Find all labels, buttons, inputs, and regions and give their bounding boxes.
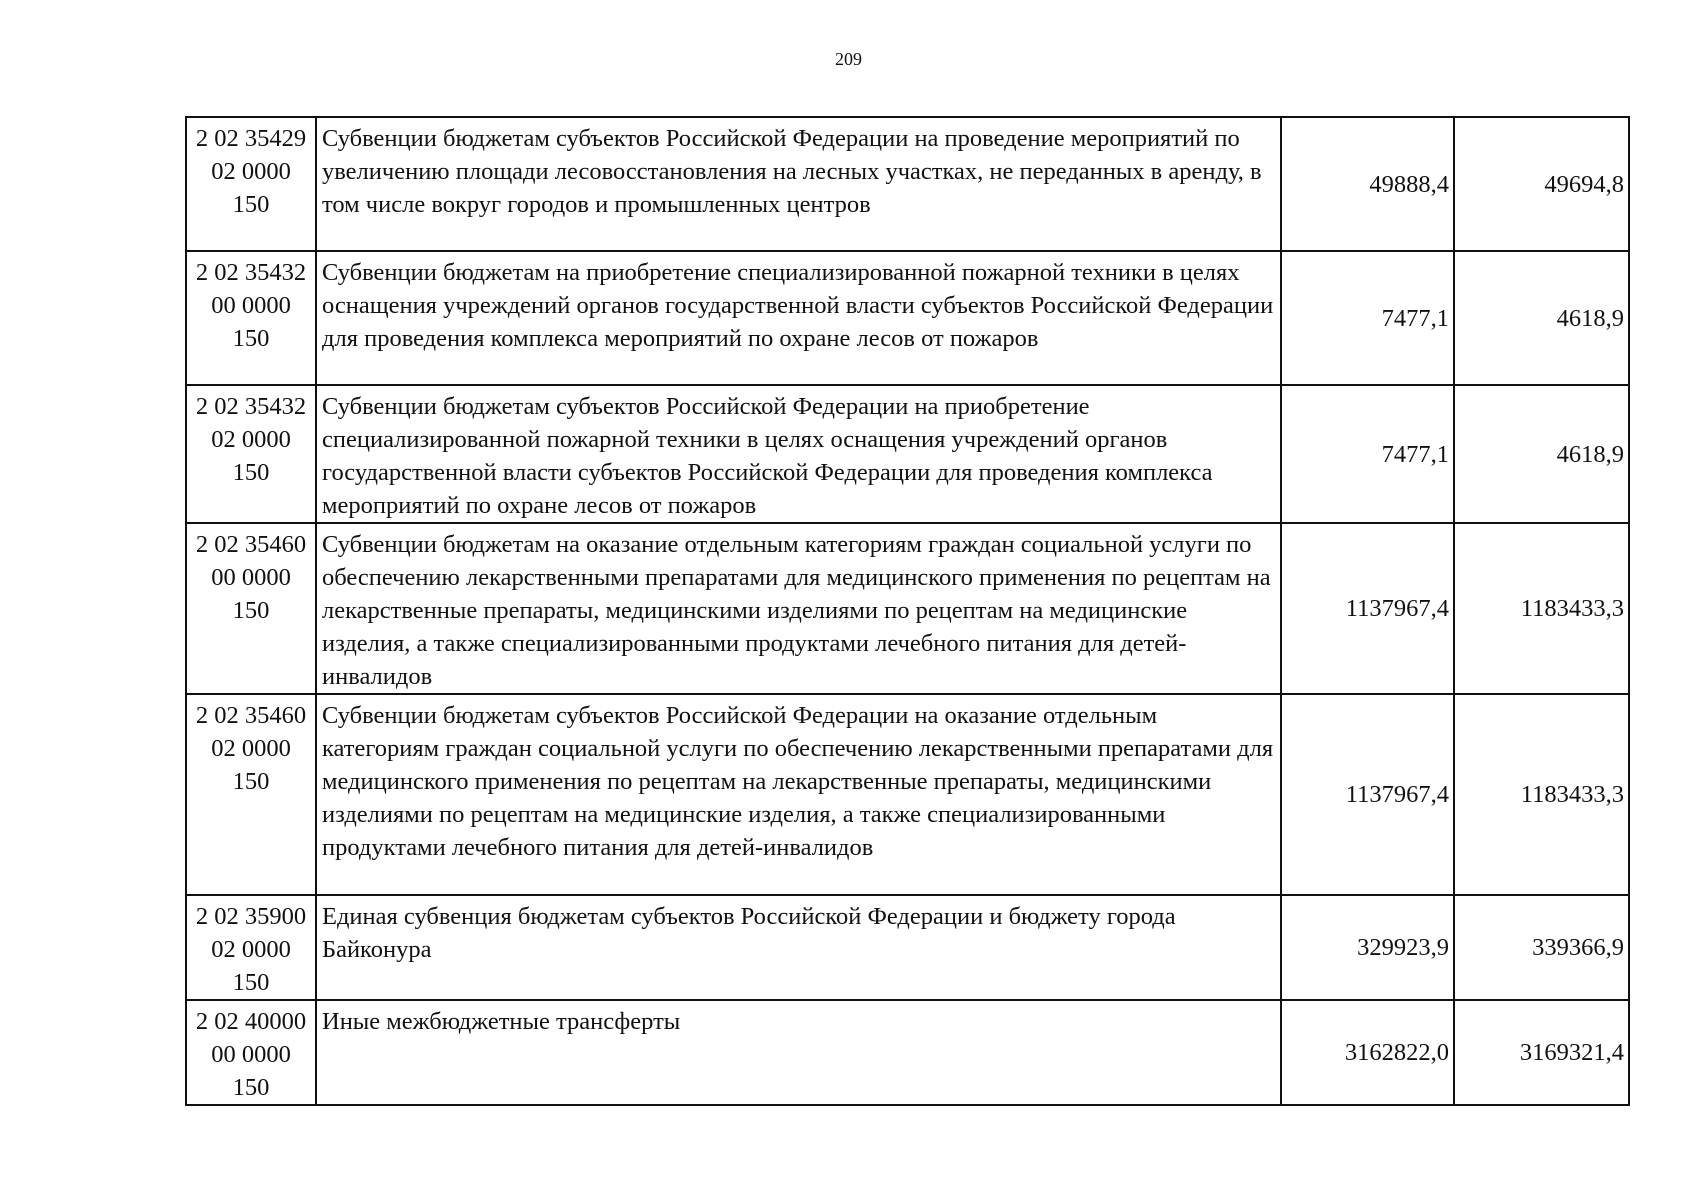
amount-year-1: 7477,1 <box>1281 251 1454 385</box>
amount-year-1: 49888,4 <box>1281 117 1454 251</box>
amount-year-2: 1183433,3 <box>1454 523 1629 694</box>
item-description: Субвенции бюджетам на оказание отдельным категориям граждан социальной услуги по обеспечению лекарственными препаратами для медицинского применения по рецептам на лекарственные препараты, медицинскими изделиями по рецептам на медицинские изделия, а также специализированными продуктами лечебного питания для детей-инвалидов <box>316 523 1281 694</box>
amount-year-2: 339366,9 <box>1454 895 1629 1000</box>
item-description: Иные межбюджетные трансферты <box>316 1000 1281 1105</box>
amount-year-2: 1183433,3 <box>1454 694 1629 895</box>
item-description: Субвенции бюджетам субъектов Российской Федерации на оказание отдельным категориям граждан социальной услуги по обеспечению лекарственными препаратами для медицинского применения по рецептам на лекарственные препараты, медицинскими изделиями по рецептам на медицинские изделия, а также специализированными продуктами лечебного питания для детей-инвалидов <box>316 694 1281 895</box>
table-row <box>186 523 1629 694</box>
table-row <box>186 694 1629 895</box>
budget-code: 2 02 40000 00 0000 150 <box>186 1000 316 1105</box>
amount-year-1: 3162822,0 <box>1281 1000 1454 1105</box>
budget-code: 2 02 35432 00 0000 150 <box>186 251 316 385</box>
amount-year-2: 3169321,4 <box>1454 1000 1629 1105</box>
amount-year-2: 49694,8 <box>1454 117 1629 251</box>
item-description: Субвенции бюджетам субъектов Российской Федерации на приобретение специализированной пожарной техники в целях оснащения учреждений органов государственной власти субъектов Российской Федерации для проведения комплекса мероприятий по охране лесов от пожаров <box>316 385 1281 523</box>
amount-year-1: 329923,9 <box>1281 895 1454 1000</box>
table-row <box>186 251 1629 385</box>
item-description: Субвенции бюджетам субъектов Российской Федерации на проведение мероприятий по увеличению площади лесовосстановления на лесных участках, не переданных в аренду, в том числе вокруг городов и промышленных центров <box>316 117 1281 251</box>
budget-code: 2 02 35460 02 0000 150 <box>186 694 316 895</box>
budget-code: 2 02 35429 02 0000 150 <box>186 117 316 251</box>
amount-year-1: 7477,1 <box>1281 385 1454 523</box>
item-description: Единая субвенция бюджетам субъектов Российской Федерации и бюджету города Байконура <box>316 895 1281 1000</box>
budget-code: 2 02 35900 02 0000 150 <box>186 895 316 1000</box>
table-row <box>186 385 1629 523</box>
amount-year-1: 1137967,4 <box>1281 523 1454 694</box>
page-number: 209 <box>835 49 862 69</box>
budget-code: 2 02 35432 02 0000 150 <box>186 385 316 523</box>
amount-year-2: 4618,9 <box>1454 385 1629 523</box>
item-description: Субвенции бюджетам на приобретение специализированной пожарной техники в целях оснащения учреждений органов государственной власти субъектов Российской Федерации для проведения комплекса мероприятий по охране лесов от пожаров <box>316 251 1281 385</box>
table-row <box>186 1000 1629 1105</box>
amount-year-1: 1137967,4 <box>1281 694 1454 895</box>
budget-table <box>185 116 1630 1106</box>
budget-code: 2 02 35460 00 0000 150 <box>186 523 316 694</box>
table-row <box>186 117 1629 251</box>
amount-year-2: 4618,9 <box>1454 251 1629 385</box>
table-row <box>186 895 1629 1000</box>
